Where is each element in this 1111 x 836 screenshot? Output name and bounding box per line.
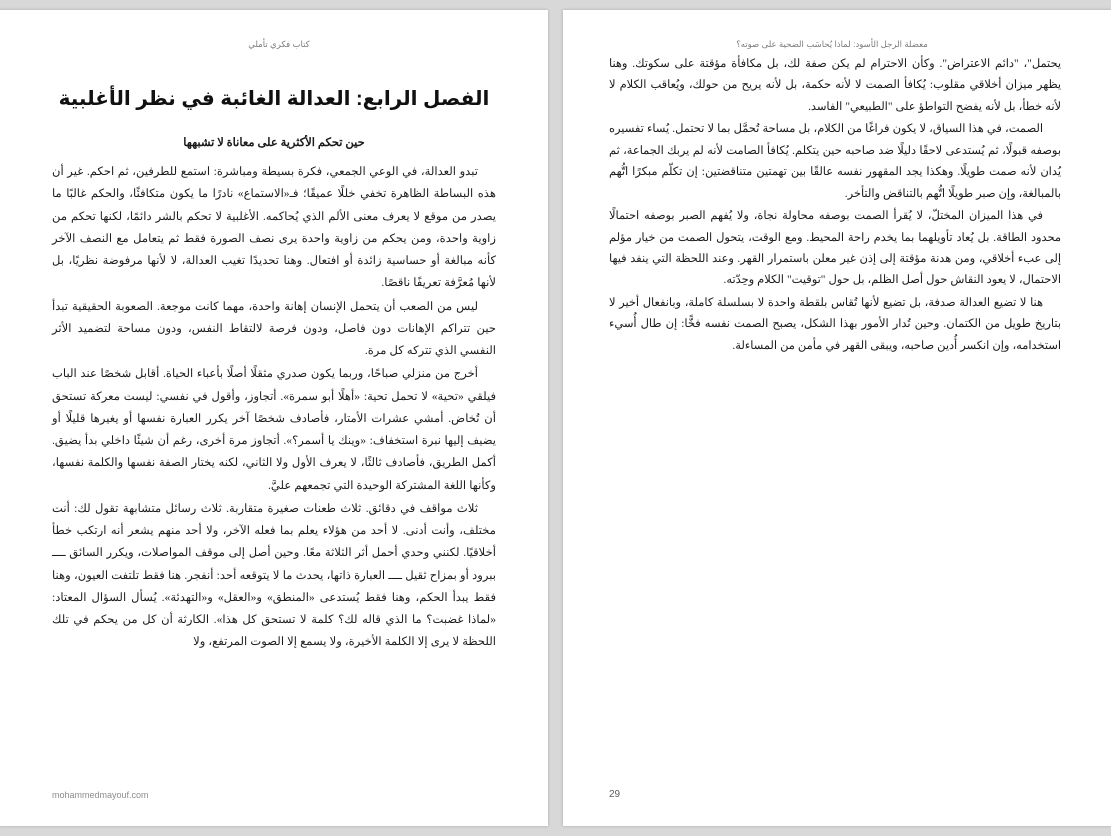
right-page-running-head: كتاب فكري تأملي — [248, 39, 310, 49]
paragraph: هنا لا تضيع العدالة صدفة، بل تضيع لأنها تُقاس بلقطة واحدة لا بسلسلة كاملة، وبانفعال أخير لا بتاريخ طويل من الكتمان. وحين تُدار الأمور بهذا الشكل، يصبح الصمت نفسه فخًّا: إن طال أُسيء استخدامه، وإن انكسر أُدين صاحبه، ويبقى القهر في مأمن من المساءلة. — [609, 296, 1061, 352]
paragraph: في هذا الميزان المختلّ، لا يُقرأ الصمت بوصفه محاولة نجاة، ولا يُفهم الصبر بوصفه احتمالًا محدود الطاقة. بل يُعاد تأويلهما بما يخدم راحة المحيط. ومع الوقت، يتحول الصمت من خيار مؤلم إلى عبء أخلاقي، ومن هدنة مؤقتة إلى إذن غير معلن باستمرار القهر. وعند اللحظة التي ينفد فيها الاحتمال، لا يعود النقاش حول أصل الظلم، بل حول "توقيت" الكلام وحِدّته. — [609, 210, 1061, 287]
paragraph: الصمت، في هذا السياق، لا يكون فراغًا من الكلام، بل مساحة تُحمَّل بما لا تحتمل. يُساء تفسيره بوصفه قبولًا، ثم يُستدعى لاحقًا دليلًا ضد صاحبه حين يتكلم. يُكافأ الصامت لأنه لم يربك الجماعة، ثم يُدان لأنه صمت طويلًا. وهكذا يجد المقهور نفسه عالقًا بين تهمتين متناقضتين: إن تكلّم مبكرًا اتُّهم بالمبالغة، وإن صبر طويلًا اتُّهم بالتناقض والتأخر. — [609, 123, 1061, 200]
right-page-body — [52, 161, 496, 654]
paragraph: تبدو العدالة، في الوعي الجمعي، فكرة بسيطة ومباشرة: استمع للطرفين، ثم احكم. غير أن هذه البساطة الظاهرة تخفي خللًا عميقًا؛ فـ«الاستماع» نادرًا ما يكون متكافئًا، والحكم غالبًا ما يصدر من موقع لا يعرف معنى الألم الذي يُحاكمه. الأغلبية لا تحكم بالشر دائمًا، لكنها تحكم من زاوية واحدة، ومن يحكم من زاوية واحدة يرى نصف الصورة فقط ثم يتعامل مع النصف الآخر كأنه مبالغة أو حساسية زائدة أو افتعال. وهنا تحديدًا تغيب العدالة، لا لأنها مرفوضة نظريًا، بل لأنها مُعرَّفة تعريفًا ناقصًا. — [52, 165, 496, 290]
site-credit: mohammedmayouf.com — [52, 790, 149, 800]
spread-gutter — [552, 0, 559, 836]
paragraph: ليس من الصعب أن يتحمل الإنسان إهانة واحدة، مهما كانت موجعة. الصعوبة الحقيقية تبدأ حين تتراكم الإهانات دون فاصل، ودون فرصة لالتقاط النفس، ودون مساحة لتضميد الأثر النفسي الذي تتركه كل مرة. — [52, 299, 496, 357]
section-heading: حين تحكم الأكثرية على معاناة لا تشبهها — [183, 137, 365, 149]
left-page-body — [609, 54, 1061, 357]
paragraph: يحتمل"، "دائم الاعتراض". وكأن الاحترام لم يكن صفة لك، بل مكافأة مؤقتة على سكوتك. وهنا يظهر ميزان أخلاقي مقلوب: يُكافأ الصمت لا لأنه حكمة، بل لأنه يريح من حولك، ويُعاقب الكلام لا لأنه خطأ، بل لأنه يفضح التواطؤ على "الطبيعي" الفاسد. — [609, 58, 1061, 113]
page-number: 29 — [609, 789, 621, 800]
left-page-running-head: معضلة الرجل الأسود: لماذا يُحاسَب الضحية على صوته؟ — [736, 39, 928, 49]
paragraph: ثلاث مواقف في دقائق. ثلاث طعنات صغيرة متقاربة. ثلاث رسائل متشابهة تقول لك: أنت مختلف، وأنت أدنى. لا أحد من هؤلاء يعلم بما فعله الآخر، ولا أحد منهم يشعر أنه ارتكب خطأ أخلاقيًا. لكنني وحدي أحمل أثر الثلاثة معًا. وحين أصل إلى موقف المواصلات، ويكرر السائق ــــ ببرود أو بمزاح ثقيل ــــ العبارة ذاتها، يحدث ما لا يتوقعه أحد: أنفجر. هنا فقط تلتفت العيون، وهنا فقط يبدأ الحكم، وهنا فقط يُستدعى «المنطق» و«العقل» و«التهدئة». يُسأل السؤال المعتاد: «لماذا غضبت؟ ما الذي قاله لك؟ كلمة لا تستحق كل هذا». الكارثة أن كل من يحكم في تلك اللحظة لا يرى إلا الكلمة الأخيرة، ولا يسمع إلا الصوت المرتفع، ولا — [52, 501, 496, 649]
chapter-title: الفصل الرابع: العدالة الغائبة في نظر الأغلبية — [58, 88, 490, 110]
right-page — [0, 10, 548, 826]
left-page — [563, 10, 1111, 826]
paragraph: أخرج من منزلي صباحًا، وربما يكون صدري مثقلًا أصلًا بأعباء الحياة. أقابل شخصًا عند الباب فيلقي «تحية» لا تحمل تحية: «أهلًا أبو سمرة». أتجاوز، وأقول في نفسي: ليست معركة تستحق أن تُخاض. أمشي عشرات الأمتار، فأصادف شخصًا آخر يكرر العبارة نفسها أو يغيرها قليلًا أو يضيف إليها نبرة استخفاف: «وينك يا أسمر؟». أتجاوز مرة أخرى، رغم أن شيئًا داخلي بدأ يضيق. أكمل الطريق، فأصادف ثالثًا، لا يعرف الأول ولا الثاني، لكنه يختار الصفة نفسها والكلمة نفسها، وكأنها اللغة المشتركة الوحيدة التي تجمعهم عليَّ. — [52, 367, 496, 492]
